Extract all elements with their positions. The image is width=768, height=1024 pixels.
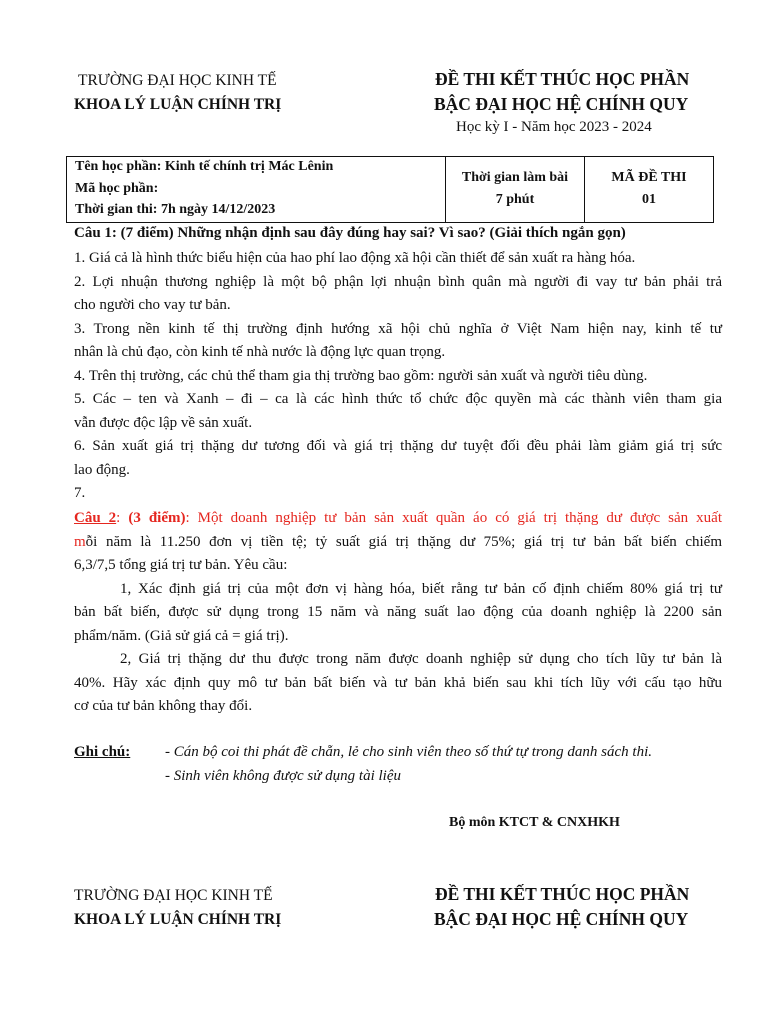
course-code-line: Mã học phần: xyxy=(75,181,159,196)
exam-info-box xyxy=(66,156,714,223)
note-2: - Sinh viên không được sử dụng tài liệu xyxy=(165,768,401,784)
faculty-name: KHOA LÝ LUẬN CHÍNH TRỊ xyxy=(74,96,282,113)
course-label: Tên học phần xyxy=(75,159,157,174)
course-name: : Kinh tế chính trị Mác Lênin xyxy=(156,159,334,174)
question-2-colon: : xyxy=(116,510,129,526)
question-2-points: (3 điểm) xyxy=(128,510,186,526)
question-2-intro-3: 6,3/7,5 tổng giá trị tư bản. Yêu cầu: xyxy=(74,557,288,573)
statement-5: 5. Các – ten và Xanh – đi – ca là các hình thức tổ chức độc quyền mà các thành viên tham gia xyxy=(74,391,722,407)
statement-2: 2. Lợi nhuận thương nghiệp là một bộ phận lợi nhuận bình quân mà người đi vay tư bản phải trả xyxy=(74,273,722,290)
notes-label: Ghi chú: xyxy=(74,744,131,760)
footer-exam-title: ĐỀ THI KẾT THÚC HỌC PHẦN xyxy=(435,884,690,904)
duration-value: 7 phút xyxy=(495,192,535,207)
school-name: TRƯỜNG ĐẠI HỌC KINH TẾ xyxy=(78,72,277,89)
requirement-2-cont: 40%. Hãy xác định quy mô tư bản bất biến và tư bản khả biến sau khi tích lũy với cấu tạo hữu xyxy=(74,674,722,691)
statement-3-cont: nhân là chủ đạo, còn kinh tế nhà nước là động lực quan trọng. xyxy=(74,344,446,360)
exam-code-label: MÃ ĐỀ THI xyxy=(611,170,687,185)
exam-title: ĐỀ THI KẾT THÚC HỌC PHẦN xyxy=(435,69,690,89)
requirement-1-cont: bản bất biến, được sử dụng trong 15 năm và năng suất lao động của doanh nghiệp là 2200 sản xyxy=(74,604,722,620)
statement-1: 1. Giá cả là hình thức biểu hiện của hao phí lao động xã hội cần thiết để sản xuất ra hàng hóa. xyxy=(74,250,636,266)
requirement-2-end: cơ của tư bản không thay đổi. xyxy=(74,698,253,714)
question-1-statements xyxy=(74,247,722,506)
footer-exam-level: BẬC ĐẠI HỌC HỆ CHÍNH QUY xyxy=(434,909,689,929)
cell-divider xyxy=(445,157,446,222)
requirement-1: 1, Xác định giá trị của một đơn vị hàng hóa, biết rằng tư bản cố định chiếm 80% giá trị tư xyxy=(120,580,722,597)
exam-level: BẬC ĐẠI HỌC HỆ CHÍNH QUY xyxy=(434,94,689,114)
exam-time-line: Thời gian thi: 7h ngày 14/12/2023 xyxy=(75,202,276,217)
question-2-intro-line-2 xyxy=(74,531,722,555)
footer-faculty-name: KHOA LÝ LUẬN CHÍNH TRỊ xyxy=(74,911,282,928)
cell-divider xyxy=(584,157,585,222)
question-2-intro-line xyxy=(74,507,722,531)
course-name-line xyxy=(75,159,333,175)
question-2-label: Câu 2 xyxy=(74,510,117,526)
question-1-title: Câu 1: (7 điểm) Những nhận định sau đây đúng hay sai? Vì sao? (Giải thích ngắn gọn) xyxy=(74,225,626,241)
requirement-1-end: phẩm/năm. (Giả sử giá cả = giá trị). xyxy=(74,627,289,644)
question-2 xyxy=(74,507,722,719)
question-2-intro-2: ỗi năm là 11.250 đơn vị tiền tệ; tỷ suất giá trị thặng dư 75%; giá trị tư bản bất biến chiếm xyxy=(85,533,722,550)
duration-label: Thời gian làm bài xyxy=(461,170,569,185)
footer-school-name: TRƯỜNG ĐẠI HỌC KINH TẾ xyxy=(74,887,273,904)
statement-7: 7. xyxy=(74,485,86,501)
statement-6-cont: lao động. xyxy=(74,461,130,478)
exam-code-value: 01 xyxy=(642,192,656,207)
statement-5-cont: vẫn được độc lập về sản xuất. xyxy=(74,414,253,431)
requirement-2: 2, Giá trị thặng dư thu được trong năm được doanh nghiệp sử dụng cho tích lũy tư bản là xyxy=(120,651,722,667)
department-signature: Bộ môn KTCT & CNXHKH xyxy=(449,815,620,830)
question-2-intro: : Một doanh nghiệp tư bản sản xuất quần áo có giá trị thặng dư được sản xuất xyxy=(185,510,722,526)
note-1: - Cán bộ coi thi phát đề chẵn, lẻ cho sinh viên theo số thứ tự trong danh sách thi. xyxy=(165,744,653,760)
statement-2-cont: cho người cho vay tư bản. xyxy=(74,297,231,313)
statement-6: 6. Sản xuất giá trị thặng dư tương đối và giá trị thặng dư tuyệt đối đều phải làm giảm giá trị sức xyxy=(74,438,722,454)
question-2-intro-red-letter: m xyxy=(74,533,86,550)
statement-4: 4. Trên thị trường, các chủ thể tham gia thị trường bao gồm: người sản xuất và người tiêu dùng. xyxy=(74,367,648,384)
semester-line: Học kỳ I - Năm học 2023 - 2024 xyxy=(456,119,652,135)
statement-3: 3. Trong nền kinh tế thị trường định hướng xã hội chủ nghĩa ở Việt Nam hiện nay, kinh tế tư xyxy=(74,320,722,337)
